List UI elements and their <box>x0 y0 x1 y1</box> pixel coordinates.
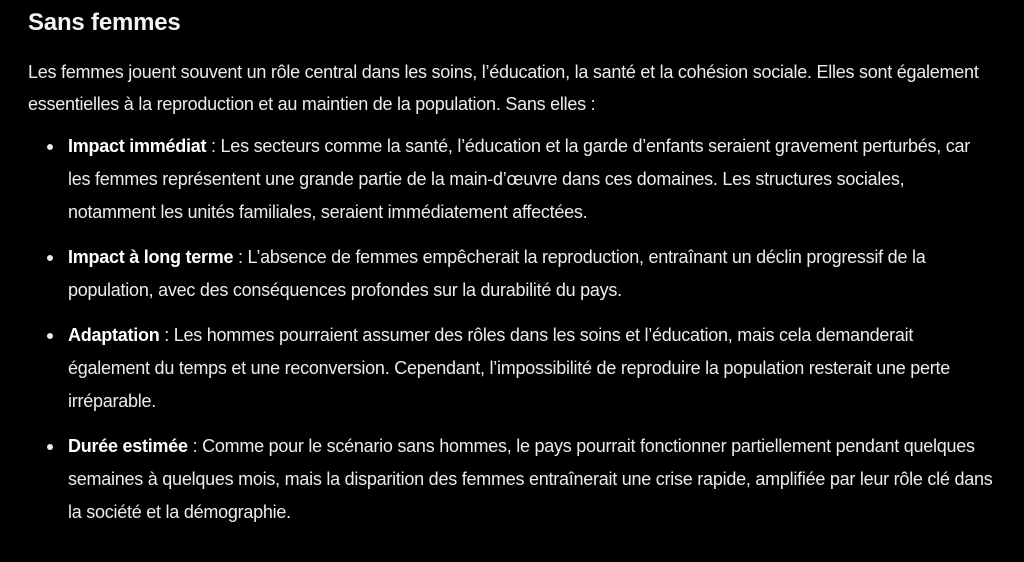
bullet-label: Impact à long terme <box>68 247 234 267</box>
bullet-list <box>28 130 996 529</box>
bullet-dot-icon <box>47 444 53 450</box>
bullet-label: Durée estimée <box>68 436 188 456</box>
bullet-item-adaptation <box>28 319 996 418</box>
bullet-text: : Comme pour le scénario sans hommes, le pays pourrait fonctionner partiellement pendant quelques semaines à quelques mois, mais la disparition des femmes entraînerait une crise rapide, amplifiée par leur rôle clé dans la société et la démographie. <box>68 436 993 522</box>
bullet-dot-icon <box>47 144 53 150</box>
bullet-dot-icon <box>47 333 53 339</box>
bullet-item-impact-long-terme <box>28 241 996 307</box>
bullet-label: Adaptation <box>68 325 160 345</box>
intro-paragraph: Les femmes jouent souvent un rôle central dans les soins, l’éducation, la santé et la cohésion sociale. Elles sont également essentielles à la reproduction et au maintien de la population. Sans elles : <box>28 62 979 114</box>
bullet-text: : L’absence de femmes empêcherait la reproduction, entraînant un déclin progressif de la population, avec des conséquences profondes sur la durabilité du pays. <box>68 247 926 300</box>
bullet-text: : Les secteurs comme la santé, l’éducation et la garde d’enfants seraient gravement perturbés, car les femmes représentent une grande partie de la main-d’œuvre dans ces domaines. Les structures sociales, notamment les unités familiales, seraient immédiatement affectées. <box>68 136 970 222</box>
bullet-dot-icon <box>47 255 53 261</box>
bullet-item-duree-estimee <box>28 430 996 529</box>
section-heading: Sans femmes <box>28 9 181 36</box>
bullet-item-impact-immediat <box>28 130 996 229</box>
bullet-text: : Les hommes pourraient assumer des rôles dans les soins et l’éducation, mais cela demanderait également du temps et une reconversion. Cependant, l’impossibilité de reproduire la population resterait une perte irréparable. <box>68 325 951 411</box>
bullet-label: Impact immédiat <box>68 136 207 156</box>
